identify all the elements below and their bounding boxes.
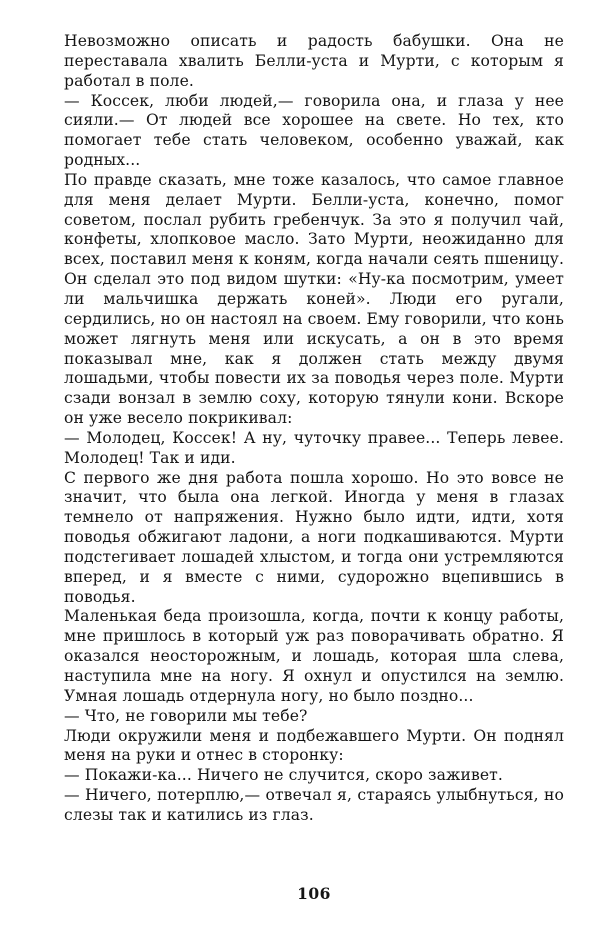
paragraph: — Коссек, люби людей,— говорила она, и глаза у нее сияли.— От людей все хорошее на свете. Но тех, кто помогает тебе стать человеком, особенно уважай, как родных... xyxy=(64,91,564,170)
paragraph: — Что, не говорили мы тебе? xyxy=(64,706,308,725)
paragraph: — Молодец, Коссек! А ну, чуточку правее... Теперь левее. Молодец! Так и иди. xyxy=(64,428,564,467)
paragraph: — Ничего, потерплю,— отвечал я, стараясь улыбнуться, но слезы так и катились из глаз. xyxy=(64,786,564,824)
paragraph: Маленькая беда произошла, когда, почти к концу работы, мне пришлось в который уж раз поворачивать обратно. Я оказался неосторожным, и лошадь, которая шла слева, наступила мне на ногу. Я охнул и опустился на землю. Умная лошадь отдернула ногу, но было поздно... xyxy=(64,607,564,705)
paragraph: Невозможно описать и радость бабушки. Она не переставала хвалить Белли-уста и Мурти, с которым я работал в поле. xyxy=(64,32,564,90)
paragraph: — Покажи-ка... Ничего не случится, скоро заживет. xyxy=(64,766,503,785)
paragraph: С первого же дня работа пошла хорошо. Но это вовсе не значит, что была она легкой. Иногда у меня в глазах темнело от напряжения. Нужно было идти, идти, хотя поводья обжигают ладони, а ноги подкашиваются. Мурти подстегивает лошадей хлыстом, и тогда они устремляются вперед, и я вместе с ними, судорожно вцепившись в поводья. xyxy=(64,468,564,606)
page-text xyxy=(64,32,564,826)
paragraph: По правде сказать, мне тоже казалось, что самое главное для меня делает Мурти. Белли-уста, конечно, помог советом, послал рубить гребенчук. За это я получил чай, конфеты, хлопковое масло. Зато Мурти, неожиданно для всех, поставил меня к коням, когда начали сеять пшеницу. Он сделал это под видом шутки: «Ну-ка посмотрим, умеет ли мальчишка держать коней». Люди его ругали, сердились, но он настоял на своем. Ему говорили, что конь может лягнуть меня или искусать, а он в это время показывал мне, как я должен стать между двумя лошадьми, чтобы повести их за поводья через поле. Мурти сзади вонзал в землю соху, которую тянули кони. Вскоре он уже весело покрикивал: xyxy=(64,170,564,428)
book-page xyxy=(64,32,564,922)
paragraph: Люди окружили меня и подбежавшего Мурти. Он поднял меня на руки и отнес в сторонку: xyxy=(64,726,564,765)
page-number: 106 xyxy=(297,884,331,903)
